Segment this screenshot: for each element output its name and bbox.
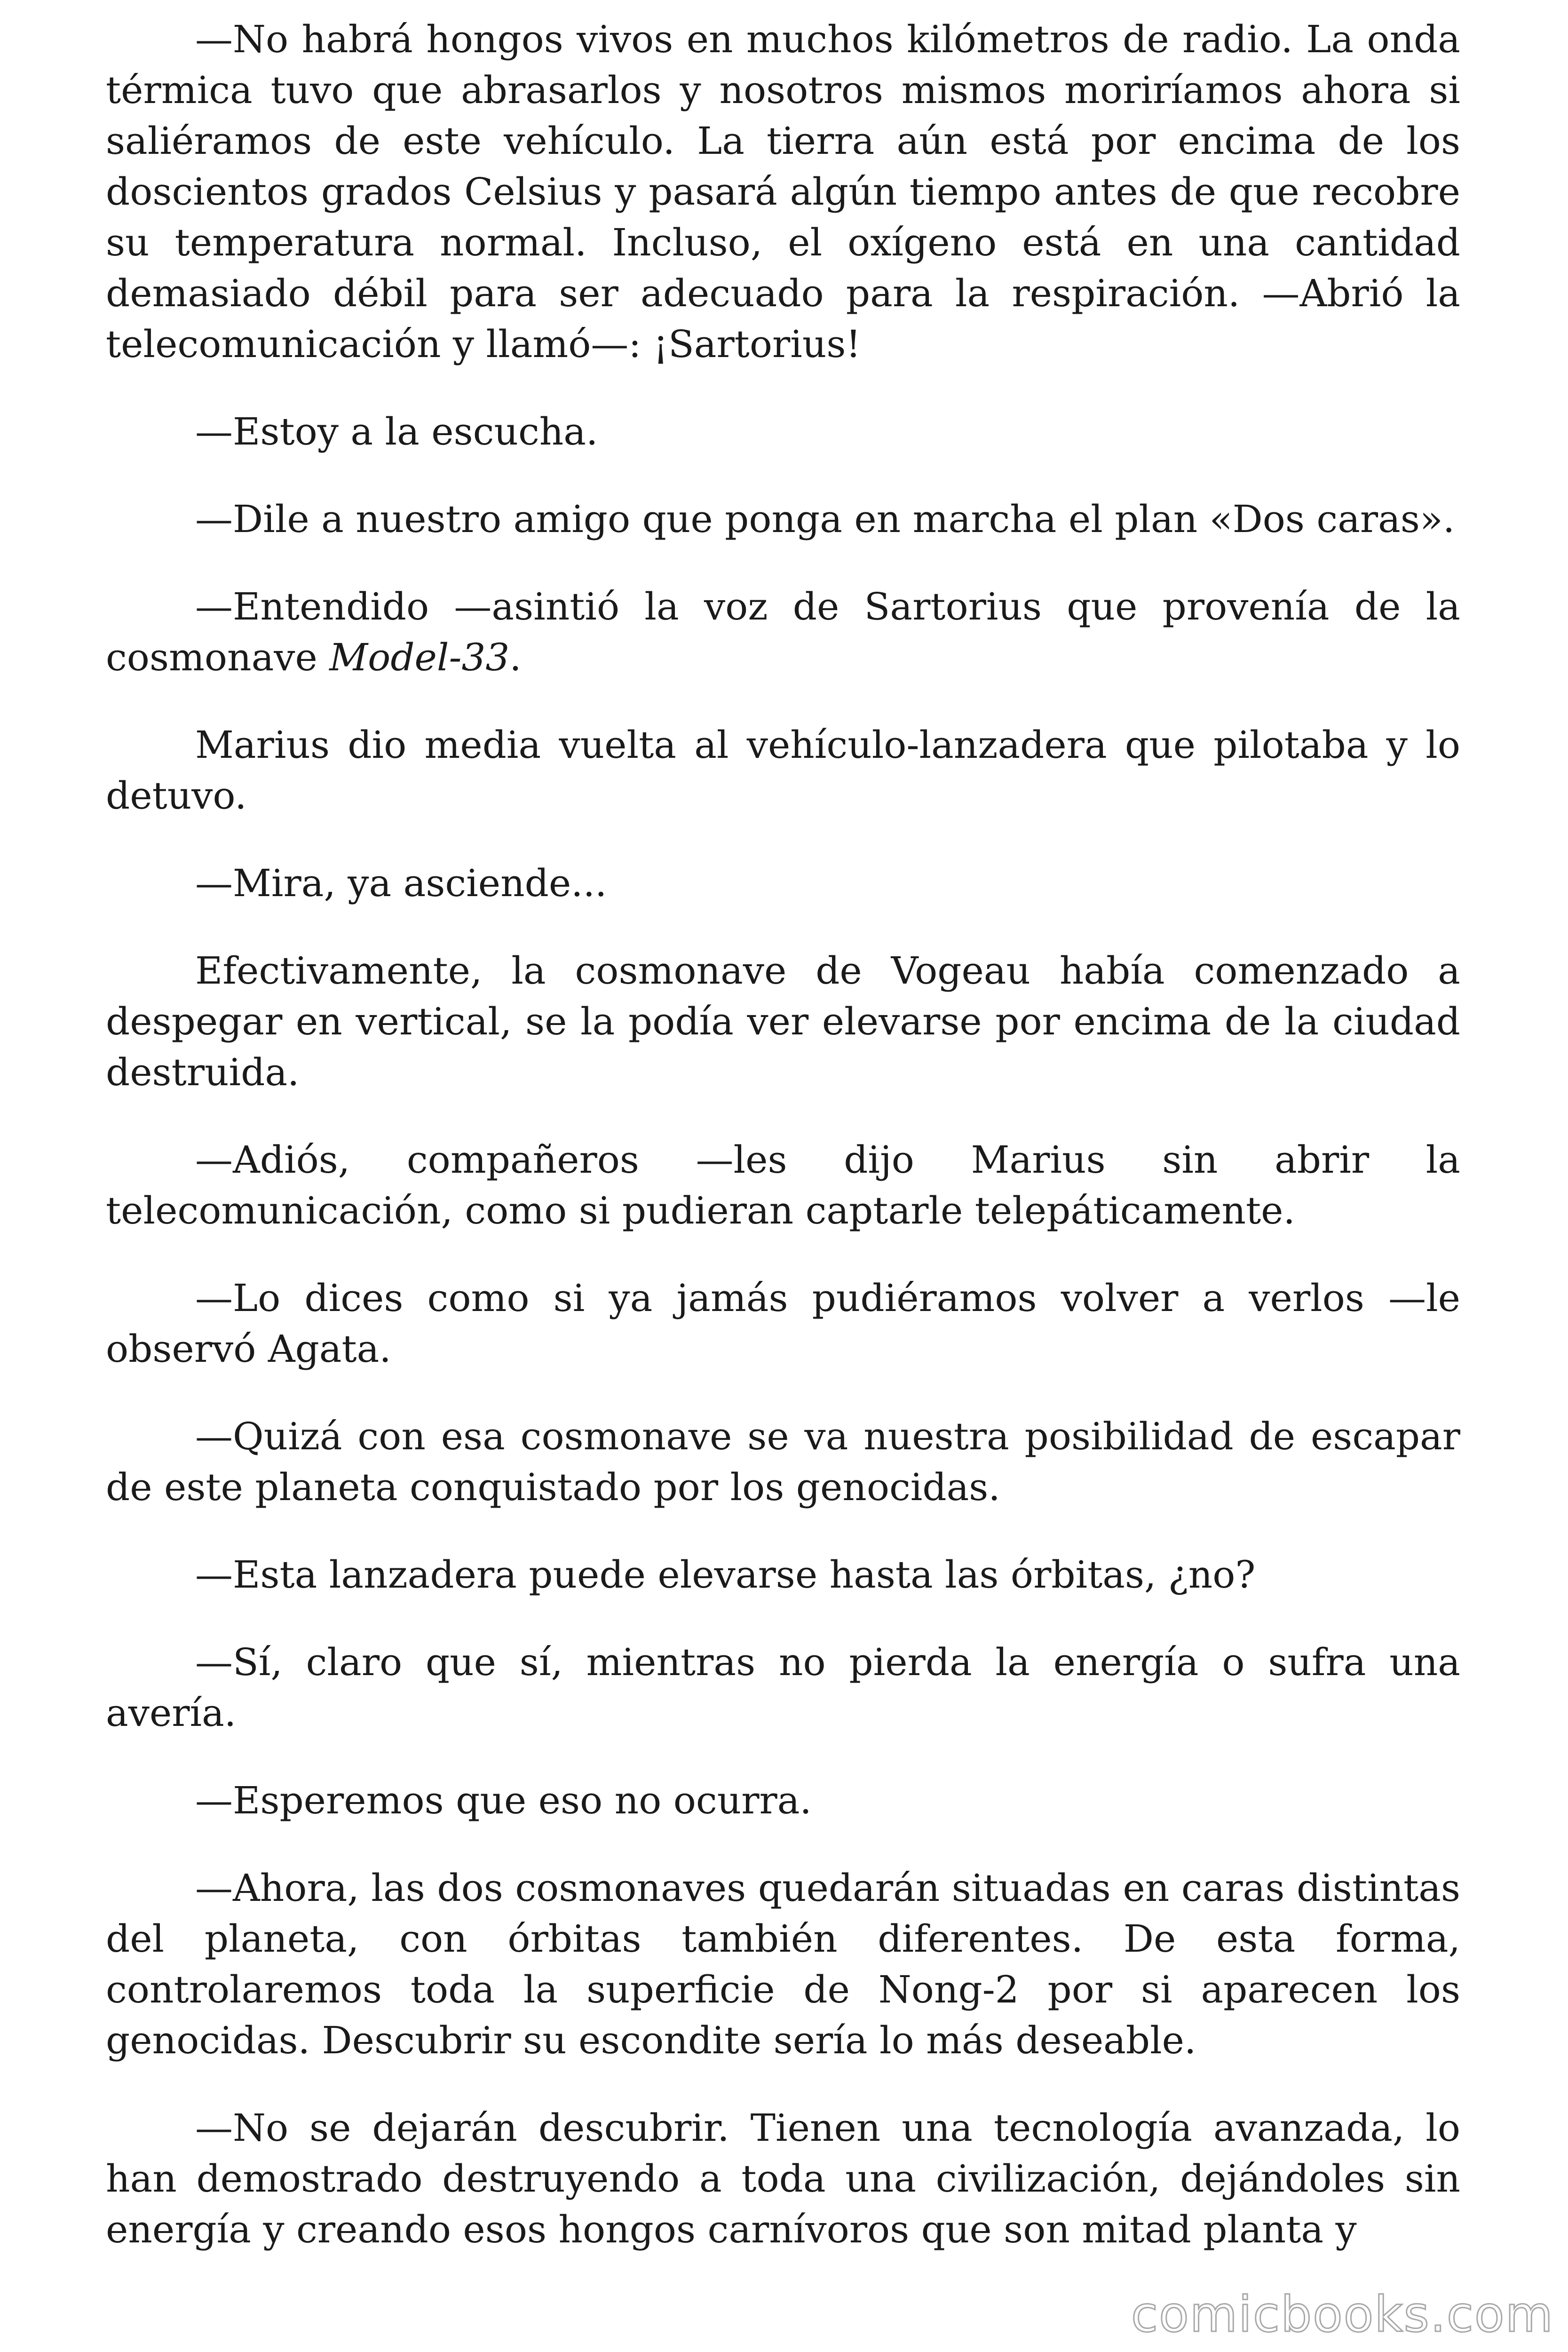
paragraph-6: —Mira, ya asciende... (195, 861, 607, 905)
paragraph-3: —Dile a nuestro amigo que ponga en marcha el plan «Dos caras». (195, 497, 1455, 541)
paragraph-12: —Sí, claro que sí, mientras no pierda la energía o sufra una avería. (106, 1640, 1460, 1735)
paragraph-1: —No habrá hongos vivos en muchos kilómetros de radio. La onda térmica tuvo que abrasarlos y nosotros mismos moriríamos ahora si saliéramos de este vehículo. La tierra aún está por encima de los doscientos grados Celsius y pasará algún tiempo antes de que recobre su temperatura normal. Incluso, el oxígeno está en una cantidad demasiado débil para ser adecuado para la respiración. —Abrió la telecomunicación y llamó—: ¡Sartorius! (106, 17, 1460, 366)
paragraph-5: Marius dio media vuelta al vehículo-lanzadera que pilotaba y lo detuvo. (106, 723, 1460, 818)
paragraph-4-end: . (509, 636, 522, 679)
paragraph-10: —Quizá con esa cosmonave se va nuestra posibilidad de escapar de este planeta conquistado por los genocidas. (106, 1414, 1460, 1509)
watermark: comicbooks.com (1131, 2286, 1554, 2343)
paragraph-8: —Adiós, compañeros —les dijo Marius sin abrir la telecomunicación, como si pudieran captarle telepáticamente. (106, 1138, 1460, 1232)
paragraph-2: —Estoy a la escucha. (195, 410, 598, 453)
paragraph-11: —Esta lanzadera puede elevarse hasta las órbitas, ¿no? (195, 1553, 1256, 1597)
paragraph-14: —Ahora, las dos cosmonaves quedarán situadas en caras distintas del planeta, con órbitas también diferentes. De esta forma, controlaremos toda la superficie de Nong-2 por si aparecen los genocidas. Descubrir su escondite sería lo más deseable. (106, 1866, 1460, 2062)
page-text (106, 14, 1460, 2292)
paragraph-13: —Esperemos que eso no ocurra. (195, 1779, 812, 1822)
ship-name: Model-33 (329, 636, 510, 679)
paragraph-9: —Lo dices como si ya jamás pudiéramos volver a verlos —le observó Agata. (106, 1276, 1460, 1371)
paragraph-7: Efectivamente, la cosmonave de Vogeau había comenzado a despegar en vertical, se la podía ver elevarse por encima de la ciudad destruida. (106, 949, 1460, 1094)
paragraph-4 (106, 581, 1460, 683)
paragraph-15: —No se dejarán descubrir. Tienen una tecnología avanzada, lo han demostrado destruyendo a toda una civilización, dejándoles sin energía y creando esos hongos carnívoros que son mitad planta y (106, 2106, 1460, 2251)
paragraph-4-text: —Entendido —asintió la voz de Sartorius que provenía de la cosmonave (106, 585, 1460, 679)
